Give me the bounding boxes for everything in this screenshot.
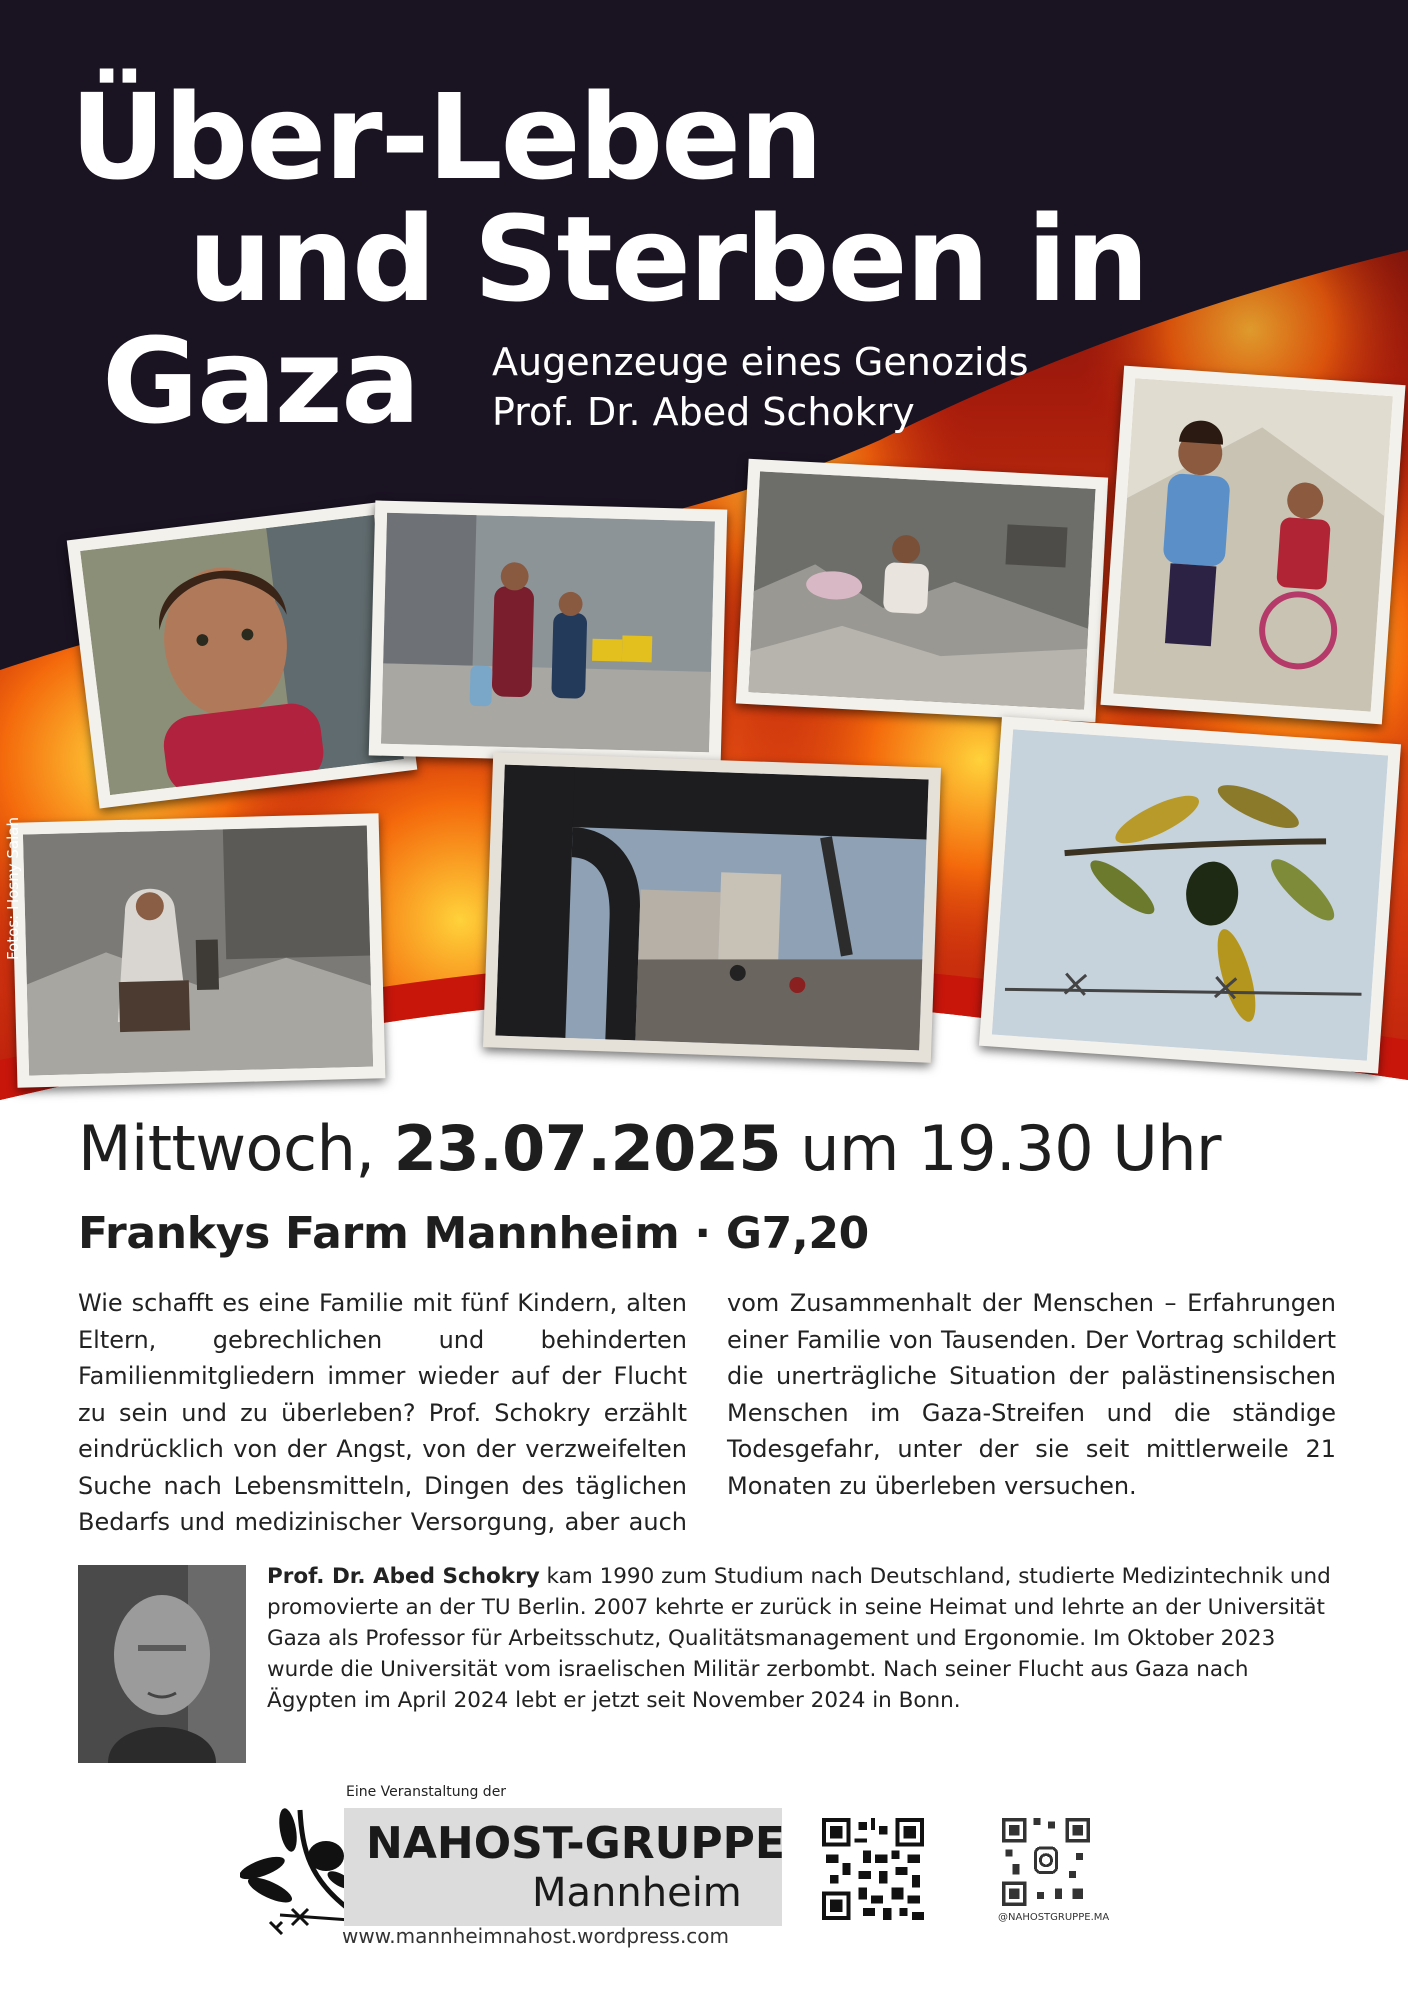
- photo-credit: Fotos: Hosny Salah: [4, 817, 22, 960]
- instagram-handle: @NAHOSTGRUPPE.MA: [998, 1912, 1110, 1923]
- olive-branch-logo-icon: [240, 1790, 360, 1935]
- subtitle-line-2: Prof. Dr. Abed Schokry: [492, 390, 915, 434]
- photo-woman-rubble: [11, 813, 386, 1088]
- photo-olive-branch: [979, 716, 1401, 1073]
- event-venue: Frankys Farm Mannheim · G7,20: [78, 1208, 869, 1259]
- title-line-1: Über-Leben: [70, 68, 822, 206]
- organizer-kicker: Eine Veranstaltung der: [346, 1784, 507, 1800]
- event-description: Wie schafft es eine Familie mit fünf Kindern, alten Eltern, gebrechlichen und behinderten Familienmitgliedern immer wieder auf der Flucht zu sein und zu überleben? Prof. Schokry erzählt eindrücklich von der Angst, von der verzweifelten Suche nach Lebensmitteln, Dingen des täglichen Bedarfs und medizinischer Versorgung, aber auch vom Zusammenhalt der Menschen – Erfahrungen einer Familie von Tausenden. Der Vortrag schildert die unerträgliche Situation der palästinensischen Menschen im Gaza-Streifen und die ständige Todesgefahr, unter der sie seit mittlerweile 21 Monaten zu überleben versuchen.: [78, 1289, 1336, 1536]
- event-date: 23.07.2025: [393, 1112, 782, 1185]
- subtitle-line-1: Augenzeuge eines Genozids: [492, 340, 1029, 384]
- speaker-bio: [267, 1561, 1336, 1716]
- event-time: um 19.30 Uhr: [800, 1112, 1222, 1185]
- speaker-bio-text: kam 1990 zum Studium nach Deutschland, studierte Medizintechnik und promovierte an der TU Berlin. 2007 kehrte er zurück in seine Heimat und lehrte an der Universität Gaza als Professor für Arbeitsschutz, Qualitätsmanagement und Ergonomie. Im Oktober 2023 wurde die Universität vom israelischen Militär zerbombt. Nach seiner Flucht aus Gaza nach Ägypten im April 2024 lebt er jetzt seit November 2024 in Bonn.: [267, 1564, 1331, 1713]
- organizer-website-link[interactable]: www.mannheimnahost.wordpress.com: [342, 1924, 730, 1948]
- title-line-3: Gaza: [102, 312, 419, 450]
- title-line-2: und Sterben in: [188, 190, 1148, 328]
- instagram-qr-code-icon[interactable]: [1002, 1818, 1090, 1906]
- organizer-name: NAHOST-GRUPPE: [366, 1818, 785, 1869]
- photo-children-tent: [1100, 366, 1405, 725]
- photo-children-water: [369, 500, 728, 764]
- photo-destroyed-arches: [483, 752, 941, 1062]
- speaker-name: Prof. Dr. Abed Schokry: [267, 1564, 540, 1589]
- website-qr-code-icon[interactable]: [822, 1818, 924, 1920]
- organizer-city: Mannheim: [532, 1870, 742, 1916]
- photo-boy-rubble: [736, 459, 1108, 723]
- event-date-line: [78, 1112, 1221, 1185]
- photo-girl-portrait: [67, 502, 418, 809]
- event-weekday: Mittwoch,: [78, 1112, 375, 1185]
- speaker-photo: [78, 1565, 246, 1763]
